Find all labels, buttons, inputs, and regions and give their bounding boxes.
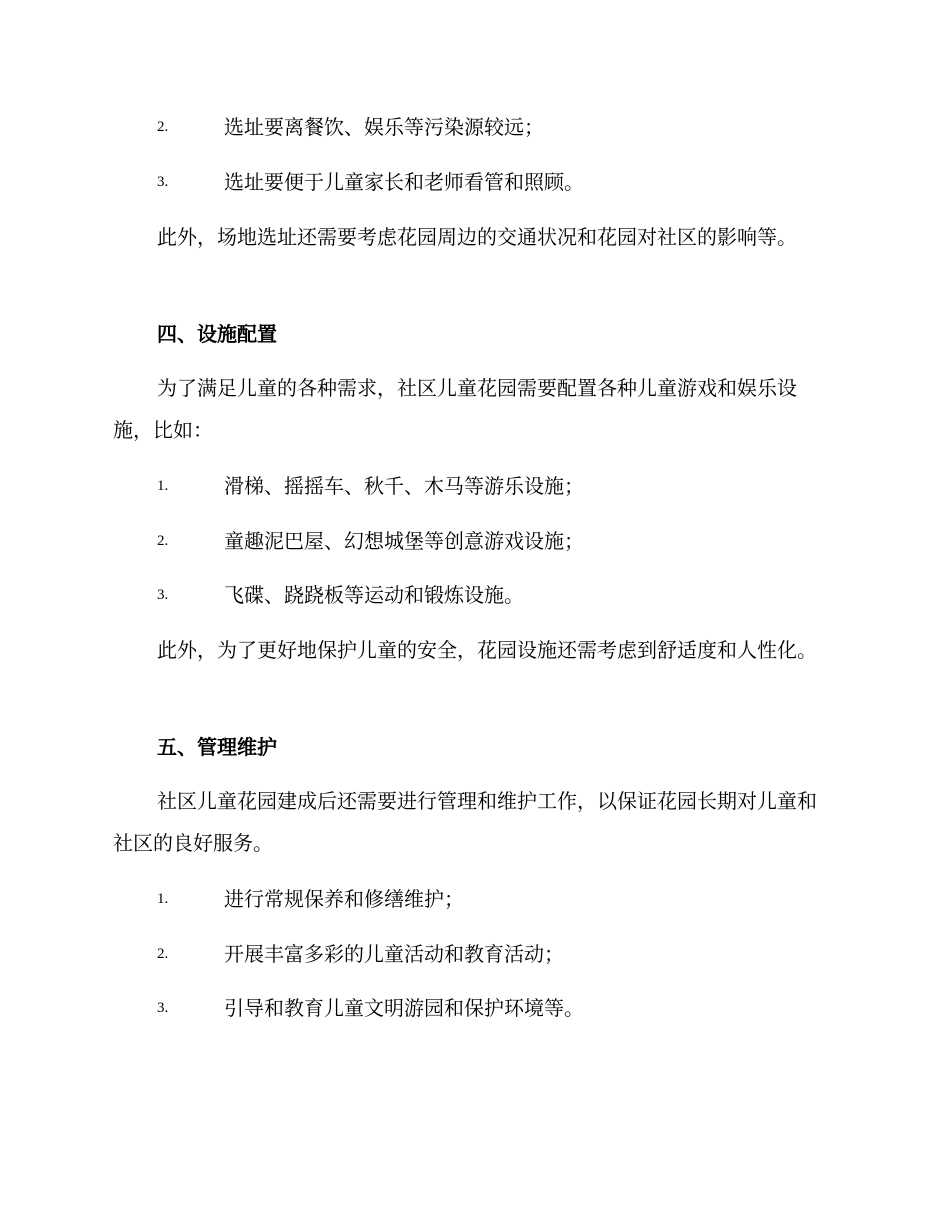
paragraph-facilities-note: 此外，为了更好地保护儿童的安全，花园设施还需考虑到舒适度和人性化。 <box>157 638 817 662</box>
list-text: 选址要便于儿童家长和老师看管和照顾。 <box>224 170 584 194</box>
list-item <box>0 884 950 914</box>
list-text: 引导和教育儿童文明游园和保护环境等。 <box>224 996 584 1020</box>
list-number: 2. <box>157 533 169 549</box>
list-text: 童趣泥巴屋、幻想城堡等创意游戏设施； <box>224 529 584 553</box>
list-item <box>0 471 950 501</box>
list-number: 3. <box>157 174 169 190</box>
list-text: 选址要离餐饮、娱乐等污染源较远； <box>224 115 544 139</box>
section-heading-facilities: 四、设施配置 <box>157 322 277 346</box>
list-number: 2. <box>157 119 169 135</box>
list-item <box>0 993 950 1023</box>
list-number: 2. <box>157 946 169 962</box>
list-item <box>0 526 950 556</box>
list-item <box>0 580 950 610</box>
list-number: 1. <box>157 891 169 907</box>
section-heading-maintenance: 五、管理维护 <box>157 735 277 759</box>
list-text: 滑梯、摇摇车、秋千、木马等游乐设施； <box>224 474 584 498</box>
paragraph-facilities-intro: 为了满足儿童的各种需求，社区儿童花园需要配置各种儿童游戏和娱乐设施，比如： <box>113 376 797 442</box>
list-number: 3. <box>157 1000 169 1016</box>
list-text: 飞碟、跷跷板等运动和锻炼设施。 <box>224 583 524 607</box>
list-text: 开展丰富多彩的儿童活动和教育活动； <box>224 942 564 966</box>
list-item <box>0 112 950 142</box>
paragraph-maintenance-intro: 社区儿童花园建成后还需要进行管理和维护工作，以保证花园长期对儿童和社区的良好服务。 <box>113 789 817 855</box>
list-item <box>0 167 950 197</box>
list-text: 进行常规保养和修缮维护； <box>224 887 464 911</box>
list-number: 1. <box>157 478 169 494</box>
paragraph-site-note: 此外，场地选址还需要考虑花园周边的交通状况和花园对社区的影响等。 <box>157 225 797 249</box>
list-item <box>0 939 950 969</box>
list-number: 3. <box>157 587 169 603</box>
